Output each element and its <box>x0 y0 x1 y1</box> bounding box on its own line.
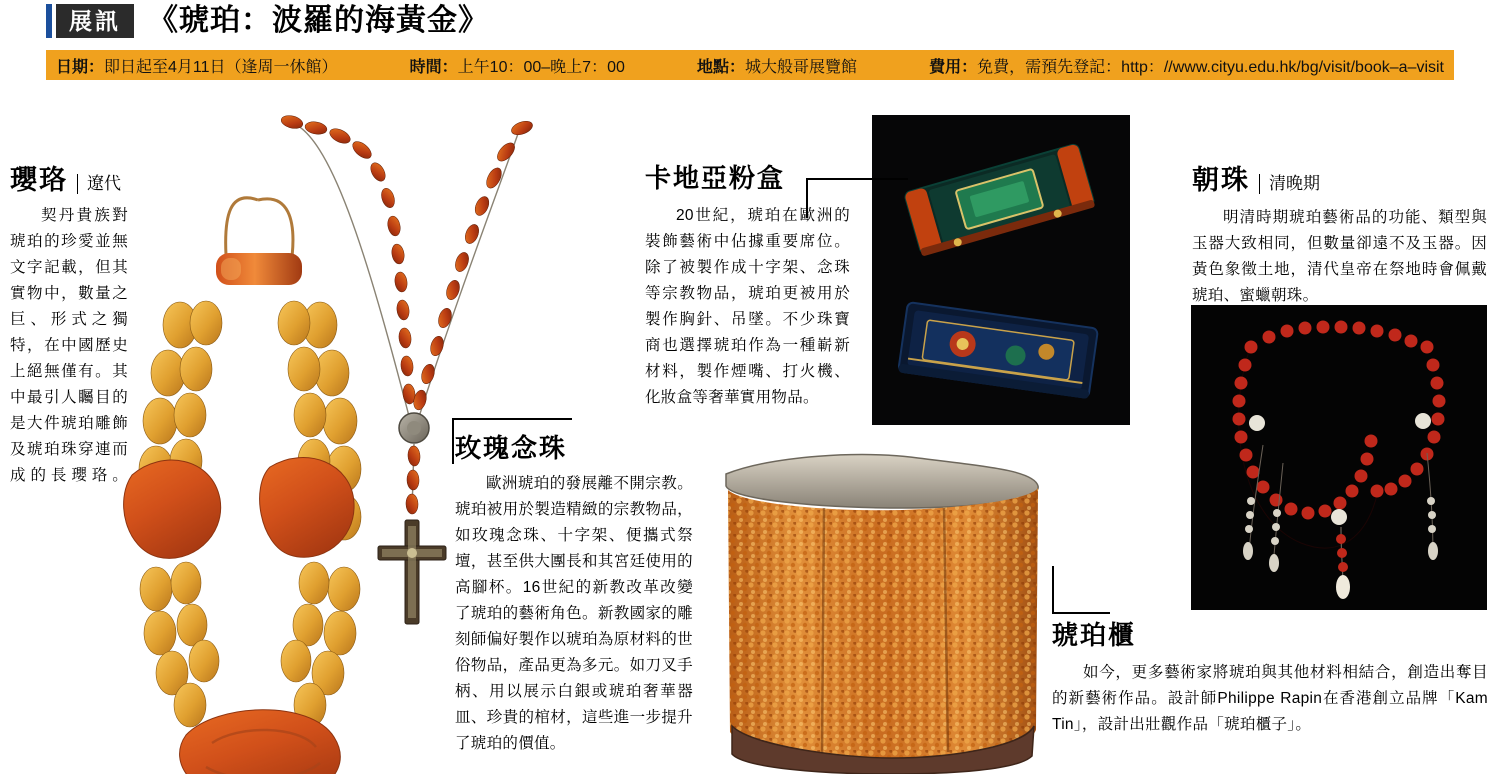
section-cabinet-heading <box>1052 615 1488 652</box>
page-title: 《琥珀：波羅的海黃金》 <box>148 4 489 37</box>
info-date <box>56 54 338 77</box>
image-cartier-powder-boxes <box>872 115 1130 425</box>
info-fee <box>929 54 1444 77</box>
info-venue-value: 城大般哥展覽館 <box>745 58 858 76</box>
leader-line-rosary-h <box>452 418 572 420</box>
event-info-bar <box>46 50 1454 80</box>
section-cabinet-title: 琥珀櫃 <box>1052 620 1137 650</box>
section-chaozhu <box>1192 158 1487 309</box>
info-fee-value: 免費，需預先登記：http：//www.cityu.edu.hk/bg/visit/book–a–visit <box>977 58 1444 76</box>
section-rosary-title: 玫瑰念珠 <box>455 433 568 463</box>
leader-line-rosary-v <box>452 418 454 464</box>
section-chaozhu-body: 明清時期琥珀藝術品的功能、類型與玉器大致相同，但數量卻遠不及玉器。因黃色象徵土地，清代皇帝在祭地時會佩戴琥珀、蜜蠟朝珠。 <box>1192 209 1487 304</box>
info-date-value: 即日起至4月11日（逢周一休館） <box>104 58 338 76</box>
section-yingluo-body: 契丹貴族對琥珀的珍愛並無文字記載，但其實物中，數量之巨、形式之獨特，在中國歷史上絕無僅有。其中最引人矚目的是大件琥珀雕飾及琥珀珠穿連而成的長瓔珞。 <box>10 207 128 484</box>
section-chaozhu-title: 朝珠 <box>1192 165 1250 195</box>
info-time-value: 上午10：00–晚上7：00 <box>457 58 625 76</box>
image-court-necklace-chaozhu <box>1191 305 1487 610</box>
section-yingluo-heading <box>10 158 128 197</box>
image-amber-cabinet <box>712 450 1052 774</box>
info-time-label: 時間： <box>409 58 458 76</box>
info-venue <box>697 54 857 77</box>
section-rosary-heading <box>455 428 693 465</box>
section-cartier-heading <box>645 158 850 195</box>
section-yingluo <box>10 158 128 489</box>
section-rosary-body: 歐洲琥珀的發展離不開宗教。琥珀被用於製造精緻的宗教物品，如玫瑰念珠、十字架、便攜式祭壇，甚至供大團長和其宮廷使用的高腳杯。16世紀的新教改革改變了琥珀的藝術角色。新教國家的雕刻師偏好製作以琥珀為原材料的世俗物品，產品更為多元。如刀叉手柄、用以展示白銀或琥珀奢華器皿、珍貴的棺材，這些進一步提升了琥珀的價值。 <box>455 475 693 752</box>
header-tag: 展訊 <box>56 4 134 38</box>
leader-line-cabinet-h <box>1052 612 1110 614</box>
page-header <box>0 0 1500 42</box>
header-accent-bar <box>46 4 52 38</box>
section-chaozhu-heading <box>1192 158 1487 197</box>
section-cabinet <box>1052 615 1488 738</box>
leader-line-cabinet-v <box>1052 566 1054 614</box>
section-cartier <box>645 158 850 411</box>
cartier-boxes-illustration <box>872 115 1130 425</box>
chaozhu-illustration <box>1191 305 1487 610</box>
info-date-label: 日期： <box>56 58 105 76</box>
info-fee-label: 費用： <box>929 58 978 76</box>
section-chaozhu-subtitle: 清晚期 <box>1259 174 1320 194</box>
section-yingluo-title: 瓔珞 <box>10 165 68 195</box>
section-rosary <box>455 428 693 757</box>
section-cartier-body: 20世紀，琥珀在歐洲的裝飾藝術中佔據重要席位。除了被製作成十字架、念珠等宗教物品，琥珀更被用於製作胸針、吊墜。不少珠寶商也選擇琥珀作為一種嶄新材料，製作煙嘴、打火機、化妝盒等奢華實用物品。 <box>645 207 850 406</box>
section-cartier-title: 卡地亞粉盒 <box>645 163 786 193</box>
section-cabinet-body: 如今，更多藝術家將琥珀與其他材料相結合，創造出奪目的新藝術作品。設計師Philippe Rapin在香港創立品牌「Kam Tin」，設計出壯觀作品「琥珀櫃子」。 <box>1052 664 1488 733</box>
amber-cabinet-illustration <box>712 450 1052 774</box>
info-venue-label: 地點： <box>697 58 746 76</box>
section-yingluo-subtitle: 遼代 <box>77 174 121 194</box>
info-time <box>410 54 625 77</box>
